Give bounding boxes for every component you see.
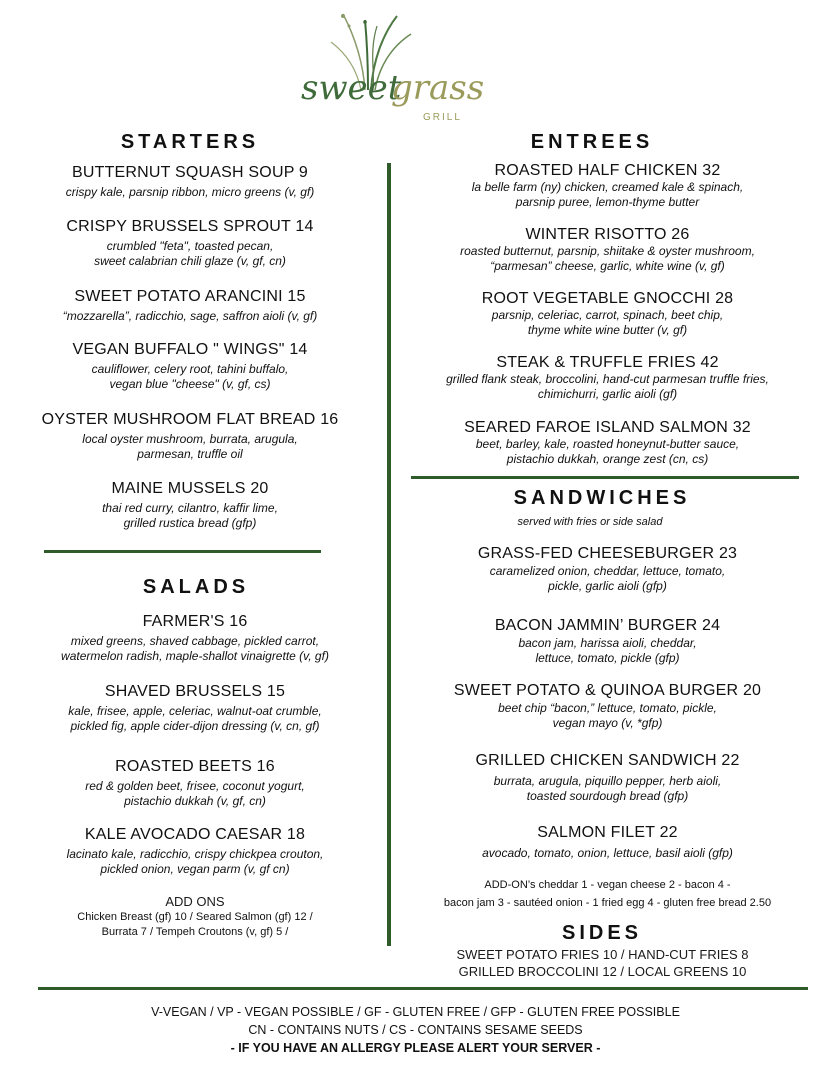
entree-item [405,354,810,402]
starter-item [20,341,360,392]
item-desc: pistachio dukkah (v, gf, cn) [124,794,266,808]
sides-line: SWEET POTATO FRIES 10 / HAND-CUT FRIES 8 [456,947,749,962]
item-name: ROASTED BEETS 16 [115,758,275,775]
sandwich-item [405,545,810,594]
logo [295,12,485,127]
item-name: GRILLED CHICKEN SANDWICH 22 [475,752,740,769]
footer [0,1003,831,1057]
item-name: SEARED FAROE ISLAND SALMON 32 [464,419,751,436]
item-desc: crumbled "feta", toasted pecan, [106,239,274,253]
item-name: MAINE MUSSELS 20 [111,480,269,497]
item-desc: lacinato kale, radicchio, crispy chickpea crouton, [66,847,324,861]
item-desc: toasted sourdough bread (gfp) [526,789,689,803]
starter-item [20,411,360,462]
column-divider [387,163,391,946]
entree-item [405,162,810,210]
item-name: ROASTED HALF CHICKEN 32 [494,162,721,179]
addons-line: Burrata 7 / Tempeh Croutons (v, gf) 5 / [101,926,289,938]
legend-line: V-VEGAN / VP - VEGAN POSSIBLE / GF - GLUTEN FREE / GFP - GLUTEN FREE POSSIBLE [151,1005,680,1019]
salad-addons [20,894,370,940]
item-desc: pickled onion, vegan parm (v, gf cn) [100,862,290,876]
item-desc: “parmesan” cheese, garlic, white wine (v, gf) [490,259,725,273]
addons-line: bacon jam 3 - sautéed onion - 1 fried egg 4 - gluten free bread 2.50 [443,897,772,909]
sandwich-item [405,824,810,861]
item-desc: kale, frisee, apple, celeriac, walnut-oat crumble, [68,704,322,718]
item-desc: beet, barley, kale, roasted honeynut-butter sauce, [475,437,740,451]
item-desc: caramelized onion, cheddar, lettuce, tomato, [489,564,726,578]
item-desc: vegan blue "cheese" (v, gf, cs) [109,377,271,391]
item-desc: pickled fig, apple cider-dijon dressing (v, cn, gf) [70,719,320,733]
sides-line: GRILLED BROCCOLINI 12 / LOCAL GREENS 10 [458,964,747,979]
item-name: BUTTERNUT SQUASH SOUP 9 [71,164,309,181]
logo-subtitle: GRILL [423,112,462,123]
item-name: SALMON FILET 22 [537,824,678,841]
salad-item [20,826,370,877]
item-desc: mixed greens, shaved cabbage, pickled carrot, [70,634,320,648]
entrees-divider [411,476,799,479]
item-desc: thai red curry, cilantro, kaffir lime, [102,501,278,515]
salads-heading: SALADS [142,576,250,598]
item-name: STEAK & TRUFFLE FRIES 42 [496,354,719,371]
item-desc: cauliflower, celery root, tahini buffalo, [91,362,289,376]
item-desc: parmesan, truffle oil [137,447,243,461]
item-name: SHAVED BRUSSELS 15 [104,683,286,700]
item-desc: thyme white wine butter (v, gf) [527,323,688,337]
legend-line: CN - CONTAINS NUTS / CS - CONTAINS SESAME SEEDS [248,1023,583,1037]
item-desc: chimichurri, garlic aioli (gf) [537,387,678,401]
entrees-heading: ENTREES [530,131,654,153]
item-name: BACON JAMMIN’ BURGER 24 [494,617,721,634]
item-name: KALE AVOCADO CAESAR 18 [84,826,306,843]
entree-item [405,419,810,467]
item-desc: avocado, tomato, onion, lettuce, basil aioli (gfp) [482,846,733,860]
item-desc: bacon jam, harissa aioli, cheddar, [518,636,697,650]
starter-item [20,480,360,531]
item-name: SWEET POTATO & QUINOA BURGER 20 [453,682,762,699]
item-desc: watermelon radish, maple-shallot vinaigrette (v, gf) [61,649,329,663]
starters-divider [44,550,321,553]
item-name: CRISPY BRUSSELS SPROUT 14 [66,218,314,235]
logo-word-grass: grass [391,68,485,108]
sandwich-addons [405,876,810,912]
footer-divider [38,987,808,990]
item-desc: lettuce, tomato, pickle (gfp) [535,651,680,665]
starter-item [20,218,360,269]
item-desc: local oyster mushroom, burrata, arugula, [82,432,298,446]
item-desc: la belle farm (ny) chicken, creamed kale & spinach, [471,180,744,194]
item-desc: beet chip “bacon,” lettuce, tomato, pickle, [498,701,717,715]
item-name: ROOT VEGETABLE GNOCCHI 28 [481,290,734,307]
sandwich-item [405,682,810,731]
item-desc: “mozzarella”, radicchio, sage, saffron aioli (v, gf) [62,309,318,323]
item-desc: pickle, garlic aioli (gfp) [548,579,667,593]
item-desc: crispy kale, parsnip ribbon, micro greens (v, gf) [65,185,315,199]
item-name: GRASS-FED CHEESEBURGER 23 [477,545,738,562]
addons-line: Chicken Breast (gf) 10 / Seared Salmon (gf) 12 / [77,911,313,923]
sandwiches-subtitle: served with fries or side salad [517,516,663,528]
item-name: WINTER RISOTTO 26 [525,226,690,243]
allergy-notice: - IF YOU HAVE AN ALLERGY PLEASE ALERT YOUR SERVER - [230,1041,601,1055]
logo-word-sweet: sweet [301,68,402,108]
sandwiches-heading: SANDWICHES [513,487,691,509]
item-name: OYSTER MUSHROOM FLAT BREAD 16 [41,411,339,428]
entree-item [405,226,810,274]
entree-item [405,290,810,338]
sides-list [400,946,805,980]
addons-title: ADD ONS [165,894,225,909]
item-desc: pistachio dukkah, orange zest (cn, cs) [506,452,709,466]
sides-heading: SIDES [561,922,643,944]
item-desc: burrata, arugula, piquillo pepper, herb aioli, [493,774,722,788]
starters-heading: STARTERS [120,131,260,153]
starter-item [20,164,360,200]
item-desc: roasted butternut, parsnip, shiitake & oyster mushroom, [460,244,755,258]
item-desc: red & golden beet, frisee, coconut yogurt, [85,779,305,793]
sandwich-item [405,617,810,666]
sandwich-item [405,752,810,804]
item-name: VEGAN BUFFALO " WINGS" 14 [72,341,308,358]
starter-item [20,288,360,324]
item-name: SWEET POTATO ARANCINI 15 [74,288,306,305]
item-desc: parsnip puree, lemon-thyme butter [515,195,700,209]
item-desc: grilled flank steak, broccolini, hand-cut parmesan truffle fries, [446,372,769,386]
item-desc: parsnip, celeriac, carrot, spinach, beet chip, [491,308,724,322]
salad-item [20,758,370,809]
item-desc: sweet calabrian chili glaze (v, gf, cn) [94,254,286,268]
salad-item [20,613,370,664]
item-desc: grilled rustica bread (gfp) [123,516,257,530]
item-name: FARMER'S 16 [142,613,248,630]
item-desc: vegan mayo (v, *gfp) [552,716,663,730]
salad-item [20,683,370,734]
addons-line: ADD-ON’s cheddar 1 - vegan cheese 2 - bacon 4 - [484,879,731,891]
